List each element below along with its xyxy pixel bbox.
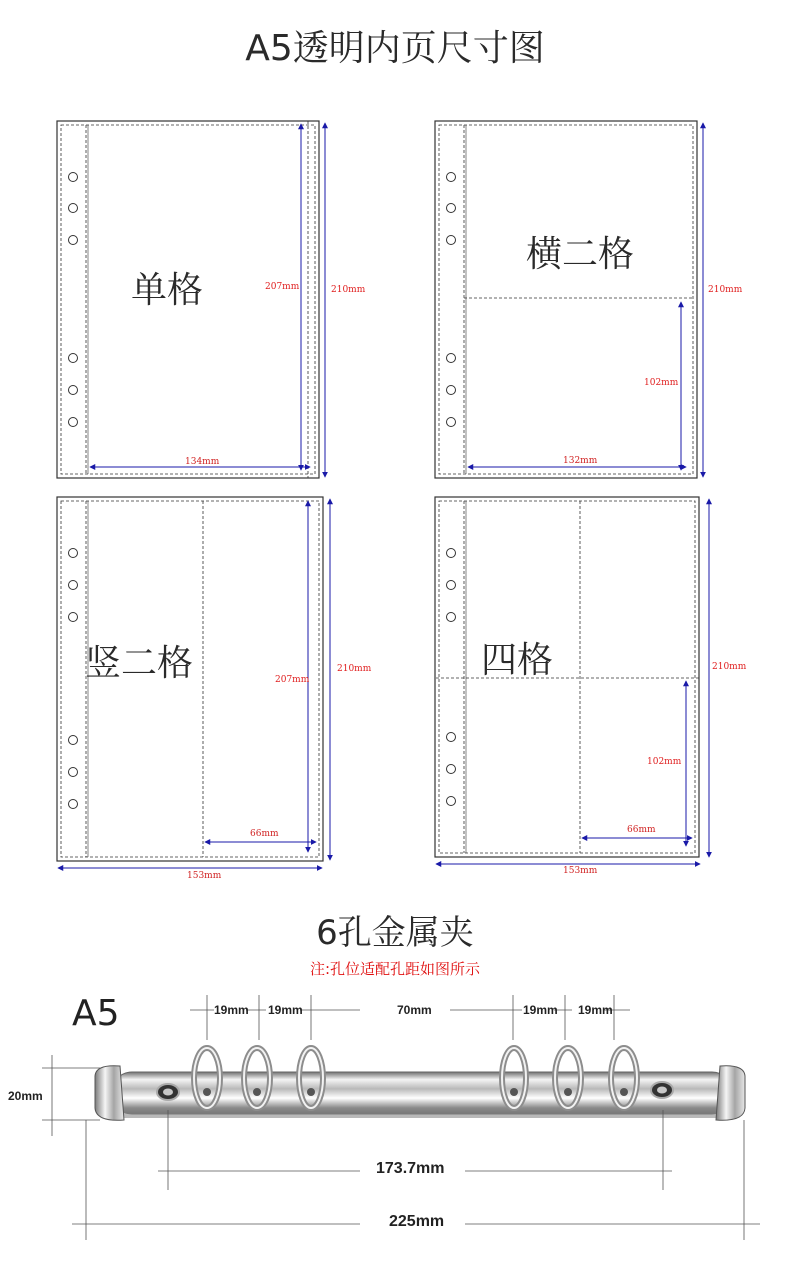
ring-spacing-middle: 70mm [397,1003,432,1017]
ring-spacing-4: 19mm [523,1003,558,1017]
dim-inner-height: 207mm [275,675,310,685]
ring-spacing-2: 19mm [268,1003,303,1017]
ring-spacing-5: 19mm [578,1003,613,1017]
label-horizontal-two: 横二格 [526,234,635,275]
dim-full-width: 153mm [187,871,222,881]
binder-illustration [95,1048,745,1120]
sheet-four [435,497,709,864]
binder-height: 20mm [8,1089,43,1103]
label-vertical-two: 竖二格 [85,643,194,684]
screw-distance: 173.7mm [376,1160,445,1177]
dim-outer-height: 210mm [337,664,372,674]
dim-cell-width: 66mm [250,829,279,839]
dim-outer-height: 210mm [708,285,743,295]
label-single: 单格 [131,270,204,311]
dim-cell-width: 66mm [627,825,656,835]
total-length: 225mm [389,1213,445,1230]
dim-width: 134mm [185,457,220,467]
sheet-horizontal-two [435,121,703,478]
dim-full-width: 153mm [563,866,598,876]
page-title: A5透明内页尺寸图 [245,28,545,69]
dim-width: 132mm [563,456,598,466]
dim-outer-height: 210mm [712,662,747,672]
dim-cell-height: 102mm [647,757,682,767]
label-four: 四格 [481,640,554,681]
binder-size-label: A5 [72,993,120,1034]
binder-note: 注:孔位适配孔距如图所示 [309,960,481,978]
ring-spacing-1: 19mm [214,1003,249,1017]
dim-cell-height: 102mm [644,378,679,388]
dim-inner-height: 207mm [265,282,300,292]
dim-outer-height: 210mm [331,285,366,295]
binder-title: 6孔金属夹 [316,913,474,953]
